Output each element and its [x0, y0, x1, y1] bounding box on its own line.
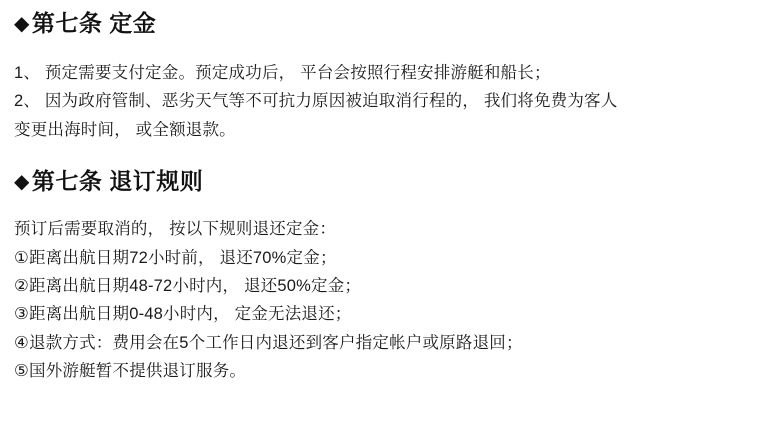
body-line: ⑤国外游艇暂不提供退订服务。	[14, 362, 247, 381]
body-line: 2、 因为政府管制、恶劣天气等不可抗力原因被迫取消行程的， 我们将免费为客人	[14, 92, 618, 111]
section-deposit	[14, 8, 756, 144]
body-line: ②距离出航日期48-72小时内， 退还50%定金；	[14, 276, 362, 295]
body-line: 变更出海时间， 或全额退款。	[14, 120, 236, 139]
body-line: ③距离出航日期0-48小时内， 定金无法退还；	[14, 305, 352, 324]
spacer	[14, 199, 756, 215]
spacer	[14, 41, 756, 59]
body-line: ①距离出航日期72小时前， 退还70%定金；	[14, 248, 337, 267]
body-line: ④退款方式：费用会在5个工作日内退还到客户指定帐户或原路退回；	[14, 333, 523, 352]
diamond-bullet-icon: ◆	[14, 171, 30, 194]
body-line: 预订后需要取消的， 按以下规则退还定金：	[14, 220, 337, 239]
section-deposit-title: 第七条 定金	[31, 10, 157, 36]
body-line: 1、 预定需要支付定金。预定成功后， 平台会按照行程安排游艇和船长；	[14, 64, 551, 83]
spacer	[14, 144, 756, 166]
section-cancellation-heading	[14, 166, 756, 197]
section-deposit-heading	[14, 8, 756, 39]
section-cancellation	[14, 166, 756, 385]
section-deposit-body	[14, 59, 756, 144]
diamond-bullet-icon: ◆	[14, 13, 30, 35]
section-cancellation-body	[14, 215, 756, 385]
section-cancellation-title: 第七条 退订规则	[31, 168, 204, 195]
